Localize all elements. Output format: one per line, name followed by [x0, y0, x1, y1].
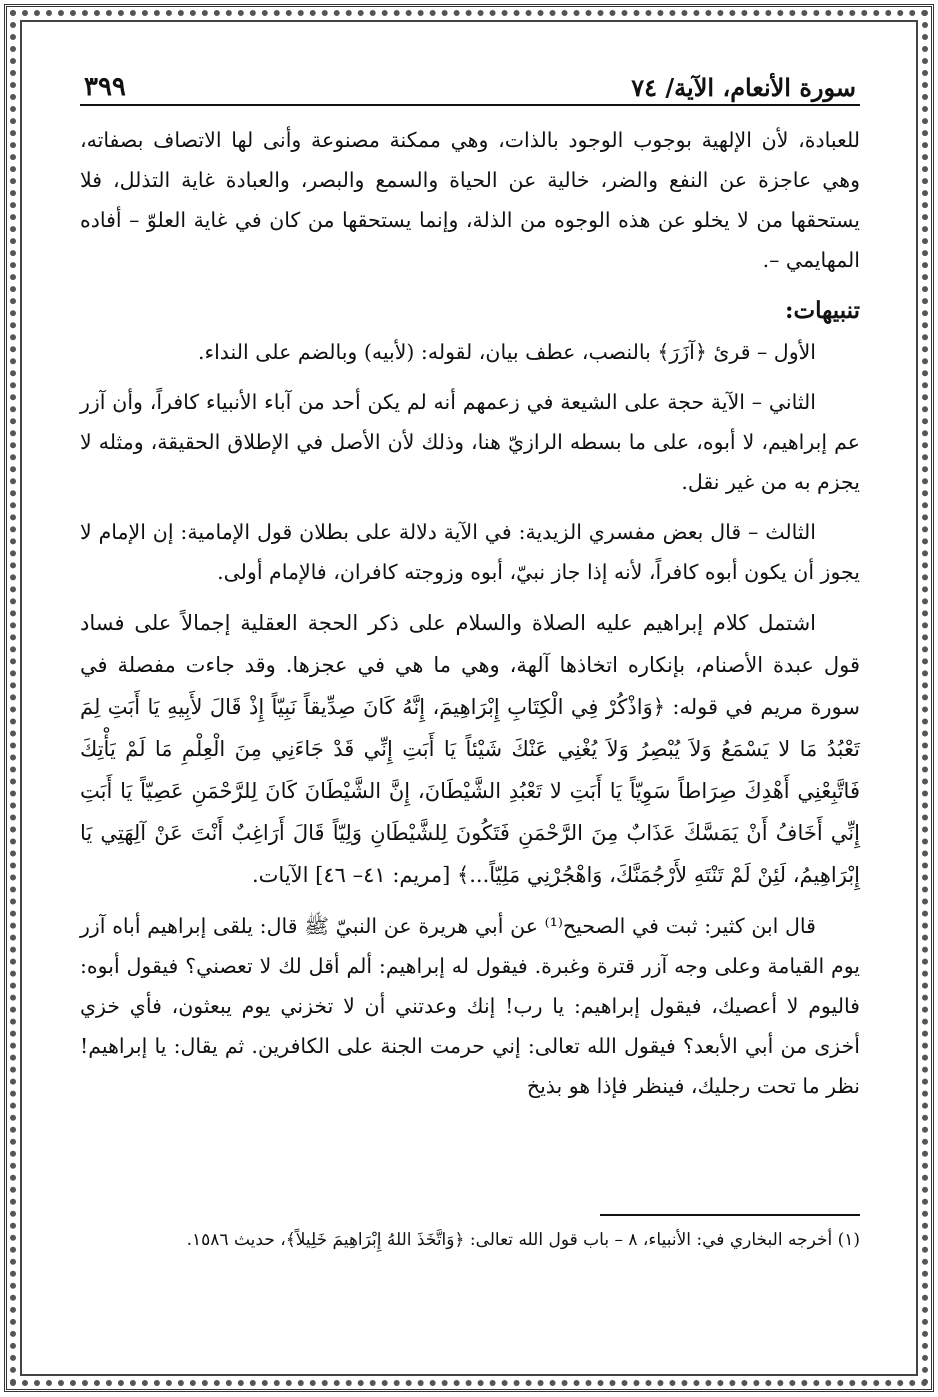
footnotes [80, 1214, 860, 1256]
book-page [80, 62, 860, 1362]
paragraph-continuation: للعبادة، لأن الإلهية بوجوب الوجود بالذات، وهي ممكنة مصنوعة وأنى لها الاتصاف بصفاته، وهي عاجزة عن النفع والضر، خالية عن الحياة والسمع والبصر، والعبادة غاية التذلل، فلا يستحقها من لا يخلو عن هذه الوجوه من الذلة، وإنما يستحقها من كان في غاية العلوّ – أفاده المهايمي –. [80, 128, 860, 272]
footnote-rule [600, 1214, 860, 1216]
section-heading: تنبيهات: [785, 297, 860, 324]
page-number: ٣٩٩ [84, 72, 126, 102]
note-third: الثالث – قال بعض مفسري الزيدية: في الآية دلالة على بطلان قول الإمامية: إن الإمام لا يجوز أن يكون أبوه كافراً، لأنه إذا جاز نبيّ، أبوه وزوجته كافران، فالإمام أولى. [80, 520, 860, 584]
paragraph-hadith: قال ابن كثير: ثبت في الصحيح⁽¹⁾ عن أبي هريرة عن النبيّ ﷺ قال: يلقى إبراهيم أباه آزر يوم القيامة وعلى وجه آزر قترة وغبرة. فيقول له إبراهيم: ألم أقل لك لا تعصني؟ فيقول أبوه: فاليوم لا أعصيك، فيقول إبراهيم: يا رب! إنك وعدتني أن لا تخزني يوم يبعثون، فأي خزي أخزى من أبي الأبعد؟ فيقول الله تعالى: إني حرمت الجنة على الكافرين. ثم يقال: يا إبراهيم! نظر ما تحت رجليك، فينظر فإذا هو بذيخ [80, 914, 860, 1098]
paragraph-quran-quote: اشتمل كلام إبراهيم عليه الصلاة والسلام على ذكر الحجة العقلية إجمالاً على فساد قول عبدة الأصنام، بإنكاره اتخاذها آلهة، وهي ما هي في عجزها. وقد جاءت مفصلة في سورة مريم في قوله: ﴿وَاذْكُرْ فِي الْكِتَابِ إِبْرَاهِيمَ، إِنَّهُ كَانَ صِدِّيقاً نَبِيّاً إِذْ قَالَ لأَبِيهِ يَا أَبَتِ لِمَ تَعْبُدُ مَا لا يَسْمَعُ وَلاَ يُبْصِرُ وَلاَ يُغْنِي عَنْكَ شَيْئاً يَا أَبَتِ إِنِّي قَدْ جَاءَنِي مِنَ الْعِلْمِ مَا لَمْ يَأْتِكَ فَاتَّبِعْنِي أَهْدِكَ صِرَاطاً سَوِيّاً يَا أَبَتِ لا تَعْبُدِ الشَّيْطَانَ، إِنَّ الشَّيْطَانَ كَانَ لِلرَّحْمَنِ عَصِيّاً يَا أَبَتِ إِنِّي أَخَافُ أَنْ يَمَسَّكَ عَذَابٌ مِنَ الرَّحْمَنِ فَتَكُونَ لِلشَّيْطَانِ وَلِيّاً قَالَ أَرَاغِبٌ أَنْتَ عَنْ آلِهَتِي يَا إِبْرَاهِيمُ، لَئِنْ لَمْ تَنْتَهِ لأَرْجُمَنَّكَ، وَاهْجُرْنِي مَلِيّاً...﴾ [مريم: ٤١– ٤٦] الآيات. [80, 611, 860, 887]
page-body [80, 120, 860, 1106]
footnote-1: (١) أخرجه البخاري في: الأنبياء، ٨ – باب قول الله تعالى: ﴿وَاتَّخَذَ اللهُ إِبْرَاهِيمَ خَلِيلاً﴾، حديث ١٥٨٦. [186, 1230, 860, 1250]
header-title: سورة الأنعام، الآية/ ٧٤ [631, 73, 856, 102]
note-second: الثاني – الآية حجة على الشيعة في زعمهم أنه لم يكن أحد من آباء الأنبياء كافراً، وأن آزر عم إبراهيم، لا أبوه، على ما بسطه الرازيّ هنا، وذلك لأن الأصل في الإطلاق الحقيقة، ومثله لا يجزم به من غير نقل. [80, 390, 860, 494]
running-header [80, 62, 860, 106]
note-first: الأول – قرئ ﴿آزَرَ﴾ بالنصب، عطف بيان، لقوله: (لأبيه) وبالضم على النداء. [197, 340, 816, 364]
